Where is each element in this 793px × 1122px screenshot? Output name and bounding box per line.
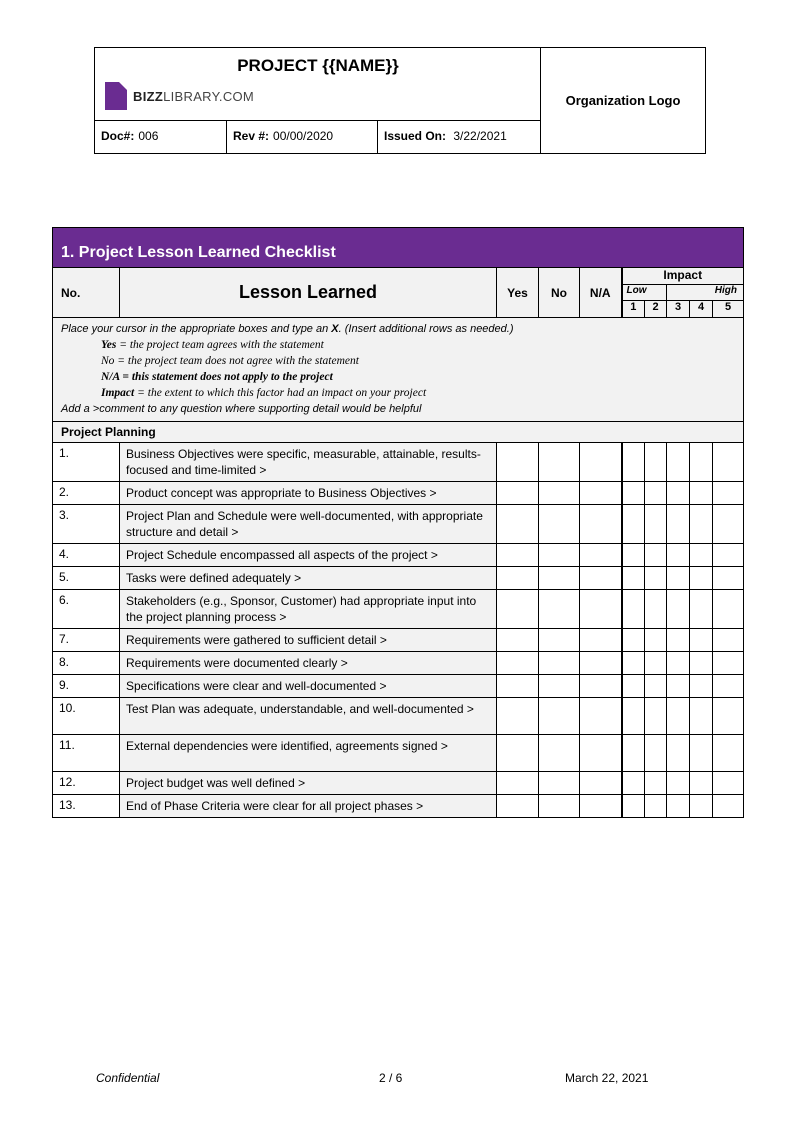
row-lesson-text: Stakeholders (e.g., Sponsor, Customer) had appropriate input into the project planning process > bbox=[120, 590, 497, 629]
instructions bbox=[53, 318, 744, 422]
impact-2-cell[interactable] bbox=[645, 675, 667, 698]
header-title-area bbox=[95, 48, 541, 120]
impact-1-cell[interactable] bbox=[622, 795, 645, 818]
impact-3-cell[interactable] bbox=[667, 629, 690, 652]
impact-5-cell[interactable] bbox=[713, 795, 744, 818]
yes-cell[interactable] bbox=[497, 735, 539, 772]
revision-number: Rev #: 00/00/2020 bbox=[227, 121, 378, 153]
na-cell[interactable] bbox=[580, 735, 622, 772]
yes-cell[interactable] bbox=[497, 443, 539, 482]
impact-3-cell[interactable] bbox=[667, 505, 690, 544]
no-cell[interactable] bbox=[539, 590, 580, 629]
row-number: 7. bbox=[53, 629, 120, 652]
col-header-yes: Yes bbox=[497, 268, 539, 318]
impact-5-cell[interactable] bbox=[713, 544, 744, 567]
col-header-no: No. bbox=[53, 268, 120, 318]
impact-scale-4: 4 bbox=[690, 301, 713, 318]
footer-date: March 22, 2021 bbox=[565, 1071, 649, 1085]
row-number: 11. bbox=[53, 735, 120, 772]
no-cell[interactable] bbox=[539, 772, 580, 795]
impact-1-cell[interactable] bbox=[622, 735, 645, 772]
instruction-na: N/A = this statement does not apply to the project bbox=[101, 371, 333, 383]
yes-cell[interactable] bbox=[497, 567, 539, 590]
impact-4-cell[interactable] bbox=[690, 567, 713, 590]
impact-1-cell[interactable] bbox=[622, 590, 645, 629]
impact-3-cell[interactable] bbox=[667, 443, 690, 482]
impact-2-cell[interactable] bbox=[645, 443, 667, 482]
phase-heading: Project Planning bbox=[53, 422, 744, 443]
no-cell[interactable] bbox=[539, 544, 580, 567]
impact-1-cell[interactable] bbox=[622, 675, 645, 698]
impact-2-cell[interactable] bbox=[645, 772, 667, 795]
row-lesson-text: End of Phase Criteria were clear for all project phases > bbox=[120, 795, 497, 818]
impact-1-cell[interactable] bbox=[622, 482, 645, 505]
impact-scale-3: 3 bbox=[667, 301, 690, 318]
na-cell[interactable] bbox=[580, 567, 622, 590]
yes-cell[interactable] bbox=[497, 544, 539, 567]
row-lesson-text: Tasks were defined adequately > bbox=[120, 567, 497, 590]
issued-on: Issued On: 3/22/2021 bbox=[384, 129, 507, 143]
yes-cell[interactable] bbox=[497, 629, 539, 652]
row-number: 13. bbox=[53, 795, 120, 818]
impact-4-cell[interactable] bbox=[690, 795, 713, 818]
impact-5-cell[interactable] bbox=[713, 567, 744, 590]
impact-5-cell[interactable] bbox=[713, 652, 744, 675]
impact-5-cell[interactable] bbox=[713, 675, 744, 698]
na-cell[interactable] bbox=[580, 795, 622, 818]
no-cell[interactable] bbox=[539, 652, 580, 675]
instruction-line-1: Place your cursor in the appropriate boxes and type an X. (Insert additional rows as needed.) bbox=[61, 323, 514, 335]
impact-5-cell[interactable] bbox=[713, 505, 744, 544]
impact-4-cell[interactable] bbox=[690, 698, 713, 735]
table-row bbox=[53, 505, 744, 544]
impact-4-cell[interactable] bbox=[690, 652, 713, 675]
instruction-impact: Impact = the extent to which this factor had an impact on your project bbox=[101, 387, 427, 399]
document-header bbox=[94, 47, 706, 154]
yes-cell[interactable] bbox=[497, 652, 539, 675]
project-title: PROJECT {{NAME}} bbox=[237, 56, 399, 75]
footer-page-number: 2 / 6 bbox=[379, 1071, 403, 1085]
impact-4-cell[interactable] bbox=[690, 772, 713, 795]
instruction-no: No = the project team does not agree with the statement bbox=[101, 355, 359, 367]
impact-1-cell[interactable] bbox=[622, 629, 645, 652]
no-cell[interactable] bbox=[539, 735, 580, 772]
impact-low-label: Low bbox=[622, 285, 667, 301]
impact-4-cell[interactable] bbox=[690, 629, 713, 652]
footer-confidential: Confidential bbox=[96, 1071, 160, 1085]
row-lesson-text: Specifications were clear and well-documented > bbox=[120, 675, 497, 698]
impact-2-cell[interactable] bbox=[645, 795, 667, 818]
checklist-table bbox=[52, 227, 744, 818]
section-title: 1. Project Lesson Learned Checklist bbox=[53, 228, 744, 268]
row-lesson-text: Project Schedule encompassed all aspects of the project > bbox=[120, 544, 497, 567]
impact-scale-1: 1 bbox=[622, 301, 645, 318]
row-lesson-text: Business Objectives were specific, measurable, attainable, results-focused and time-limited > bbox=[120, 443, 497, 482]
bizzlibrary-logo bbox=[105, 82, 254, 110]
doc-number: Doc#: 006 bbox=[95, 121, 227, 153]
row-lesson-text: Requirements were documented clearly > bbox=[120, 652, 497, 675]
impact-4-cell[interactable] bbox=[690, 443, 713, 482]
impact-2-cell[interactable] bbox=[645, 590, 667, 629]
impact-4-cell[interactable] bbox=[690, 735, 713, 772]
no-cell[interactable] bbox=[539, 629, 580, 652]
impact-high-label: High bbox=[667, 285, 744, 301]
yes-cell[interactable] bbox=[497, 482, 539, 505]
impact-1-cell[interactable] bbox=[622, 698, 645, 735]
na-cell[interactable] bbox=[580, 698, 622, 735]
impact-3-cell[interactable] bbox=[667, 652, 690, 675]
row-number: 8. bbox=[53, 652, 120, 675]
impact-1-cell[interactable] bbox=[622, 544, 645, 567]
table-row bbox=[53, 795, 744, 818]
impact-5-cell[interactable] bbox=[713, 443, 744, 482]
row-number: 3. bbox=[53, 505, 120, 544]
na-cell[interactable] bbox=[580, 443, 622, 482]
row-number: 10. bbox=[53, 698, 120, 735]
no-cell[interactable] bbox=[539, 698, 580, 735]
row-number: 6. bbox=[53, 590, 120, 629]
impact-2-cell[interactable] bbox=[645, 567, 667, 590]
instruction-yes: Yes = the project team agrees with the statement bbox=[101, 339, 324, 351]
na-cell[interactable] bbox=[580, 544, 622, 567]
impact-3-cell[interactable] bbox=[667, 675, 690, 698]
impact-1-cell[interactable] bbox=[622, 443, 645, 482]
yes-cell[interactable] bbox=[497, 675, 539, 698]
col-header-impact: Impact bbox=[622, 268, 744, 285]
na-cell[interactable] bbox=[580, 772, 622, 795]
row-lesson-text: Product concept was appropriate to Business Objectives > bbox=[120, 482, 497, 505]
col-header-na: N/A bbox=[580, 268, 622, 318]
no-cell[interactable] bbox=[539, 675, 580, 698]
col-header-lesson-learned: Lesson Learned bbox=[120, 268, 497, 318]
impact-5-cell[interactable] bbox=[713, 772, 744, 795]
row-lesson-text: External dependencies were identified, agreements signed > bbox=[120, 735, 497, 772]
instruction-last-line: Add a >comment to any question where supporting detail would be helpful bbox=[61, 403, 422, 415]
impact-1-cell[interactable] bbox=[622, 772, 645, 795]
impact-3-cell[interactable] bbox=[667, 795, 690, 818]
organization-logo-placeholder: Organization Logo bbox=[565, 93, 681, 108]
table-row bbox=[53, 629, 744, 652]
impact-scale-2: 2 bbox=[645, 301, 667, 318]
na-cell[interactable] bbox=[580, 675, 622, 698]
table-row bbox=[53, 735, 744, 772]
row-number: 5. bbox=[53, 567, 120, 590]
impact-2-cell[interactable] bbox=[645, 505, 667, 544]
checklist-rows bbox=[53, 443, 744, 818]
na-cell[interactable] bbox=[580, 590, 622, 629]
impact-1-cell[interactable] bbox=[622, 567, 645, 590]
header-meta-row bbox=[95, 120, 541, 153]
impact-1-cell[interactable] bbox=[622, 652, 645, 675]
yes-cell[interactable] bbox=[497, 698, 539, 735]
col-header-no-answer: No bbox=[539, 268, 580, 318]
row-lesson-text: Project Plan and Schedule were well-documented, with appropriate structure and detail > bbox=[120, 505, 497, 544]
impact-3-cell[interactable] bbox=[667, 772, 690, 795]
impact-5-cell[interactable] bbox=[713, 629, 744, 652]
impact-5-cell[interactable] bbox=[713, 698, 744, 735]
impact-2-cell[interactable] bbox=[645, 698, 667, 735]
row-number: 2. bbox=[53, 482, 120, 505]
table-row bbox=[53, 544, 744, 567]
impact-4-cell[interactable] bbox=[690, 590, 713, 629]
na-cell[interactable] bbox=[580, 482, 622, 505]
impact-4-cell[interactable] bbox=[690, 482, 713, 505]
impact-scale-5: 5 bbox=[713, 301, 744, 318]
impact-3-cell[interactable] bbox=[667, 567, 690, 590]
row-number: 9. bbox=[53, 675, 120, 698]
impact-3-cell[interactable] bbox=[667, 544, 690, 567]
impact-1-cell[interactable] bbox=[622, 505, 645, 544]
impact-3-cell[interactable] bbox=[667, 735, 690, 772]
yes-cell[interactable] bbox=[497, 772, 539, 795]
logo-text: BIZZLIBRARY.COM bbox=[133, 88, 255, 104]
impact-5-cell[interactable] bbox=[713, 482, 744, 505]
impact-2-cell[interactable] bbox=[645, 482, 667, 505]
row-lesson-text: Requirements were gathered to sufficient detail > bbox=[120, 629, 497, 652]
impact-2-cell[interactable] bbox=[645, 652, 667, 675]
row-number: 1. bbox=[53, 443, 120, 482]
no-cell[interactable] bbox=[539, 567, 580, 590]
na-cell[interactable] bbox=[580, 652, 622, 675]
impact-5-cell[interactable] bbox=[713, 590, 744, 629]
impact-4-cell[interactable] bbox=[690, 505, 713, 544]
row-number: 12. bbox=[53, 772, 120, 795]
table-row bbox=[53, 772, 744, 795]
impact-2-cell[interactable] bbox=[645, 735, 667, 772]
table-row bbox=[53, 652, 744, 675]
impact-3-cell[interactable] bbox=[667, 482, 690, 505]
table-row bbox=[53, 675, 744, 698]
impact-2-cell[interactable] bbox=[645, 629, 667, 652]
impact-4-cell[interactable] bbox=[690, 675, 713, 698]
yes-cell[interactable] bbox=[497, 505, 539, 544]
row-lesson-text: Project budget was well defined > bbox=[120, 772, 497, 795]
no-cell[interactable] bbox=[539, 505, 580, 544]
row-number: 4. bbox=[53, 544, 120, 567]
row-lesson-text: Test Plan was adequate, understandable, and well-documented > bbox=[120, 698, 497, 735]
impact-2-cell[interactable] bbox=[645, 544, 667, 567]
no-cell[interactable] bbox=[539, 443, 580, 482]
table-row bbox=[53, 590, 744, 629]
no-cell[interactable] bbox=[539, 795, 580, 818]
checklist-section bbox=[52, 227, 743, 818]
yes-cell[interactable] bbox=[497, 795, 539, 818]
table-row bbox=[53, 567, 744, 590]
table-row bbox=[53, 698, 744, 735]
impact-3-cell[interactable] bbox=[667, 590, 690, 629]
impact-3-cell[interactable] bbox=[667, 698, 690, 735]
table-row bbox=[53, 443, 744, 482]
impact-5-cell[interactable] bbox=[713, 735, 744, 772]
na-cell[interactable] bbox=[580, 629, 622, 652]
no-cell[interactable] bbox=[539, 482, 580, 505]
impact-4-cell[interactable] bbox=[690, 544, 713, 567]
document-icon bbox=[105, 82, 127, 110]
yes-cell[interactable] bbox=[497, 590, 539, 629]
na-cell[interactable] bbox=[580, 505, 622, 544]
table-row bbox=[53, 482, 744, 505]
